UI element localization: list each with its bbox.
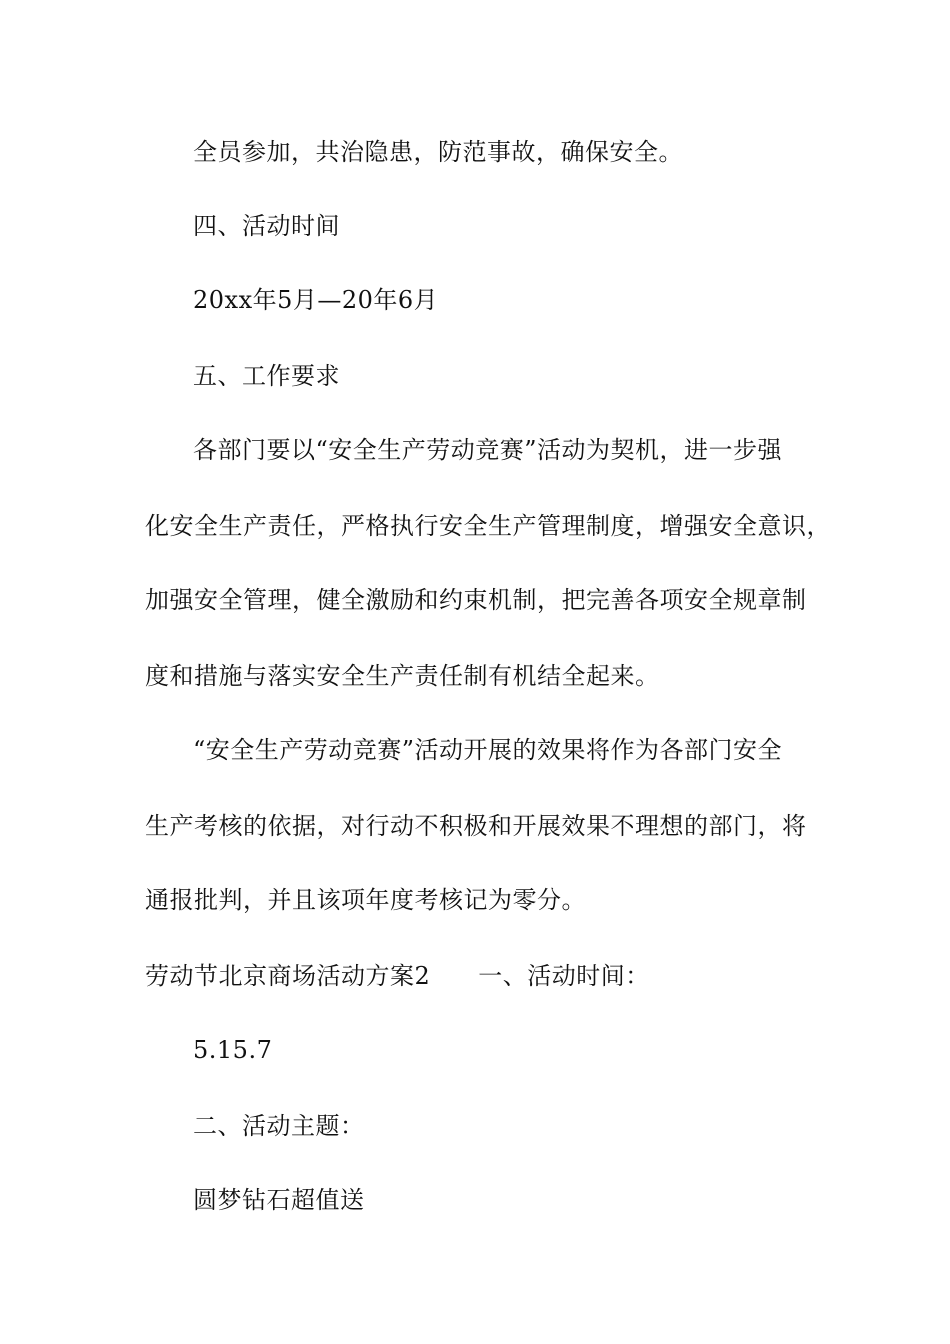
body-paragraph: “安全生产劳动竞赛”活动开展的效果将作为各部门安全 — [193, 736, 783, 764]
body-paragraph: 5.15.7 — [193, 1036, 273, 1064]
body-paragraph: 20xx年5月—20年6月 — [193, 286, 439, 314]
section-heading: 二、活动主题： — [193, 1112, 365, 1140]
body-paragraph: 生产考核的依据，对行动不积极和开展效果不理想的部门，将 — [145, 812, 807, 840]
section-heading: 一、活动时间： — [478, 962, 650, 990]
body-paragraph: 圆梦钻石超值送 — [193, 1186, 365, 1214]
body-paragraph: 全员参加，共治隐患，防范事故，确保安全。 — [193, 138, 683, 166]
section-heading: 四、活动时间 — [193, 212, 340, 240]
body-paragraph: 加强安全管理，健全激励和约束机制，把完善各项安全规章制 — [145, 586, 807, 614]
body-paragraph: 度和措施与落实安全生产责任制有机结全起来。 — [145, 662, 660, 690]
document-title: 劳动节北京商场活动方案2 — [145, 962, 431, 990]
body-paragraph: 通报批判，并且该项年度考核记为零分。 — [145, 886, 586, 914]
section-heading: 五、工作要求 — [193, 362, 340, 390]
document-title-row — [145, 960, 845, 992]
body-paragraph: 化安全生产责任，严格执行安全生产管理制度，增强安全意识， — [145, 512, 831, 540]
body-paragraph: 各部门要以“安全生产劳动竞赛”活动为契机，进一步强 — [193, 436, 783, 464]
